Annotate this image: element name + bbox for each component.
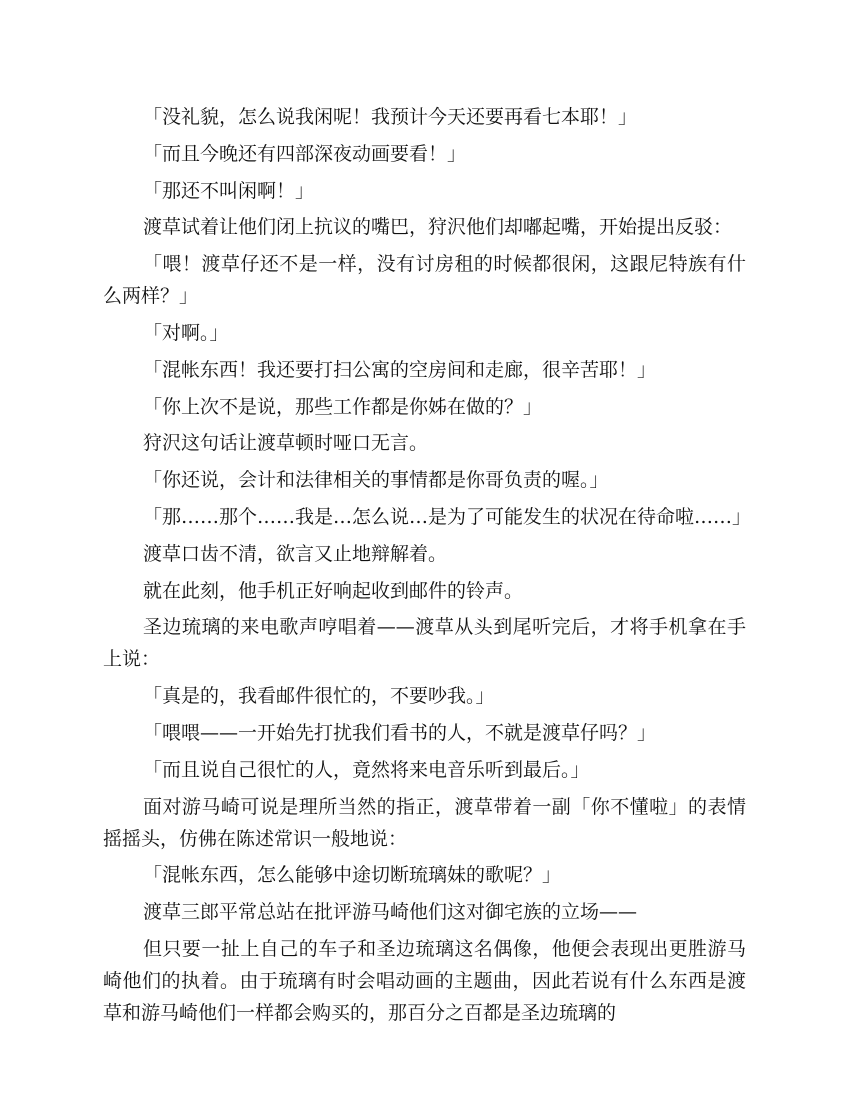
paragraph: 圣边琉璃的来电歌声哼唱着——渡草从头到尾听完后，才将手机拿在手上说： — [103, 616, 746, 671]
paragraph: 狩沢这句话让渡草顿时哑口无言。 — [143, 432, 429, 455]
paragraph: 「喂喂——一开始先打扰我们看书的人，不就是渡草仔吗？」 — [143, 721, 657, 744]
paragraph: 渡草口齿不清，欲言又止地辩解着。 — [143, 542, 448, 565]
paragraph: 「而且说自己很忙的人，竟然将来电音乐听到最后。」 — [143, 758, 590, 781]
paragraph: 「那还不叫闲啊！」 — [143, 179, 315, 202]
paragraph: 「对啊。」 — [143, 321, 229, 344]
paragraph: 渡草三郎平常总站在批评游马崎他们这对御宅族的立场—— — [143, 901, 638, 924]
paragraph: 「喂！渡草仔还不是一样，没有讨房租的时候都很闲，这跟尼特族有什么两样？」 — [103, 253, 746, 308]
paragraph: 「混帐东西，怎么能够中途切断琉璃妹的歌呢？」 — [143, 864, 562, 887]
paragraph: 渡草试着让他们闭上抗议的嘴巴，狩沢他们却嘟起嘴，开始提出反驳： — [143, 216, 733, 239]
paragraph: 「没礼貌，怎么说我闲呢！我预计今天还要再看七本耶！」 — [143, 106, 638, 128]
paragraph: 就在此刻，他手机正好响起收到邮件的铃声。 — [143, 579, 524, 602]
paragraph: 「而且今晚还有四部深夜动画要看！」 — [143, 142, 467, 165]
paragraph: 「那……那个……我是…怎么说…是为了可能发生的状况在待命啦……」 — [143, 505, 752, 528]
paragraph: 「混帐东西！我还要打扫公寓的空房间和走廊，很辛苦耶！」 — [143, 358, 657, 381]
paragraph: 面对游马崎可说是理所当然的指正，渡草带着一副「你不懂啦」的表情摇摇头，仿佛在陈述常识一般地说： — [103, 795, 746, 850]
document-page — [103, 101, 752, 1034]
paragraph: 「你还说，会计和法律相关的事情都是你哥负责的喔。」 — [143, 469, 609, 492]
paragraph: 但只要一扯上自己的车子和圣边琉璃这名偶像，他便会表现出更胜游马崎他们的执着。由于琉璃有时会唱动画的主题曲，因此若说有什么东西是渡草和游马崎他们一样都会购买的，那百分之百都是圣边琉璃的 — [103, 937, 746, 1024]
paragraph: 「你上次不是说，那些工作都是你姊在做的？」 — [143, 395, 543, 418]
paragraph: 「真是的，我看邮件很忙的，不要吵我。」 — [143, 685, 495, 708]
